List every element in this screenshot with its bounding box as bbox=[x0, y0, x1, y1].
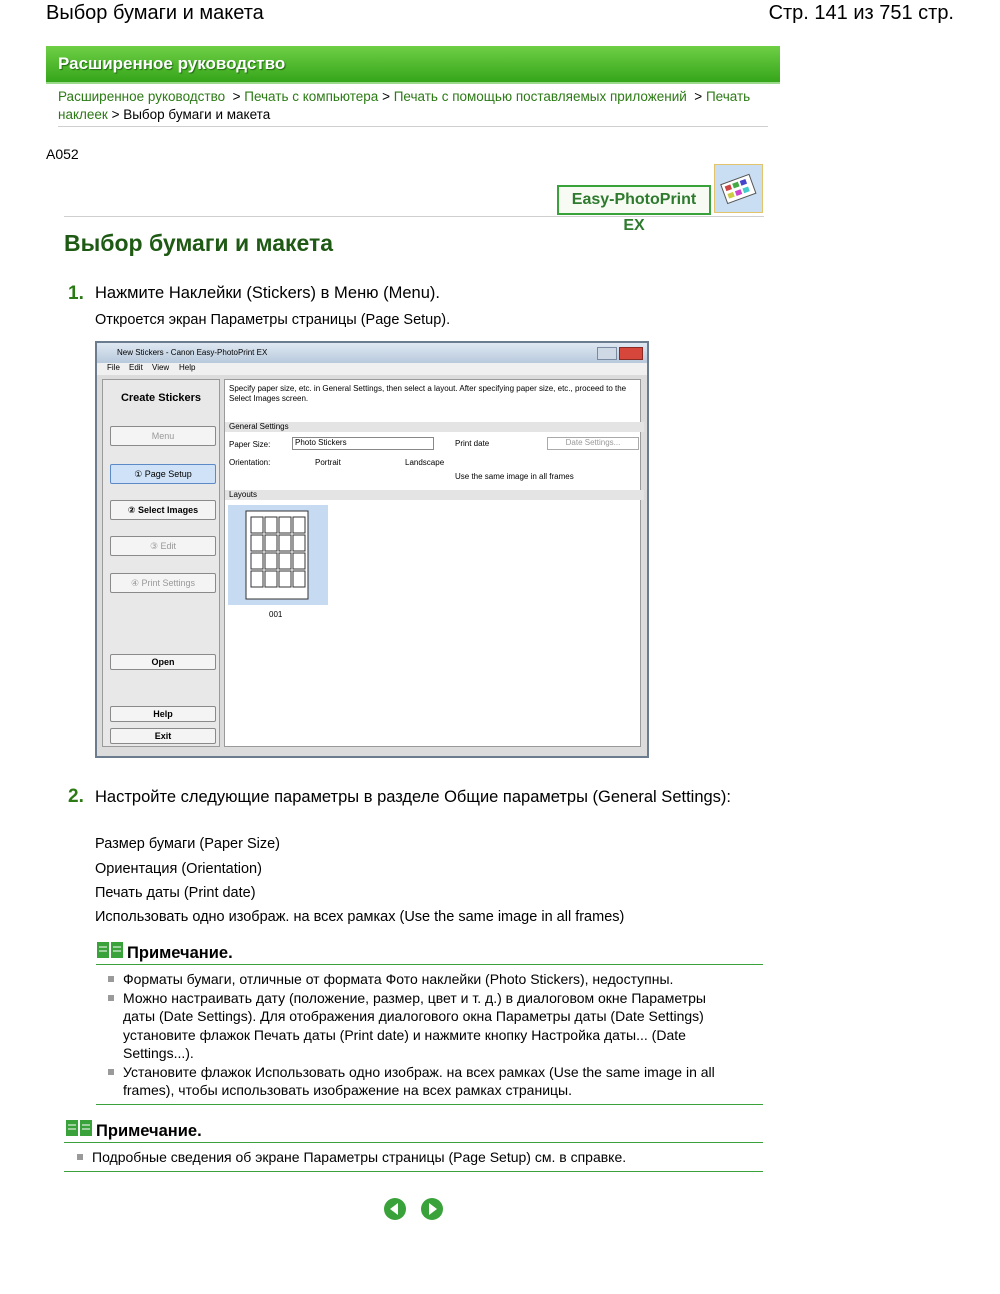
side-print-settings-button: ④ Print Settings bbox=[110, 573, 216, 593]
menu-help: Help bbox=[179, 363, 196, 372]
paper-size-label: Paper Size: bbox=[229, 440, 271, 449]
sticker-sheet-icon bbox=[714, 164, 763, 213]
list-item: Подробные сведения об экране Параметры страницы (Page Setup) см. в справке. bbox=[77, 1148, 757, 1167]
setting-item: Использовать одно изображ. на всех рамках (Use the same image in all frames) bbox=[95, 909, 625, 925]
banner-text: Расширенное руководство bbox=[58, 54, 286, 73]
list-item: Можно настраивать дату (положение, размер, цвет и т. д.) в диалоговом окне Параметры даты (Date Settings). Для отображения диалогового окна Параметры даты (Date Settings) установите флажок Печать даты (Print date) и нажмите кнопку Настройка даты... (Date Settings...). bbox=[108, 989, 738, 1063]
side-select-images-button: ② Select Images bbox=[110, 500, 216, 520]
divider bbox=[64, 216, 764, 217]
list-item: Установите флажок Использовать одно изображ. на всех рамках (Use the same image in all frames), чтобы использовать изображение на всех рамках страницы. bbox=[108, 1063, 738, 1100]
layouts-header: Layouts bbox=[225, 490, 644, 500]
minimize-icon bbox=[597, 347, 617, 360]
breadcrumb-link[interactable]: Печать с помощью поставляемых приложений bbox=[393, 89, 687, 104]
breadcrumb-current: Выбор бумаги и макета bbox=[123, 107, 271, 122]
step-text: Нажмите Наклейки (Stickers) в Меню (Menu). bbox=[95, 284, 440, 302]
step-subtext: Откроется экран Параметры страницы (Page Setup). bbox=[95, 312, 451, 328]
window-title: New Stickers - Canon Easy-PhotoPrint EX bbox=[117, 348, 268, 357]
section-banner bbox=[46, 46, 780, 84]
page-number: Стр. 141 из 751 стр. bbox=[768, 2, 954, 24]
app-screenshot bbox=[95, 341, 649, 758]
breadcrumb-link[interactable]: Печать с компьютера bbox=[244, 89, 379, 104]
side-help-button: Help bbox=[110, 706, 216, 722]
divider bbox=[58, 126, 768, 127]
layout-thumbnail bbox=[228, 505, 328, 605]
bullet-icon bbox=[108, 976, 114, 982]
instructions-text: Specify paper size, etc. in General Settings, then select a layout. After specifying paper size, etc., proceed to the Select Images screen. bbox=[229, 384, 627, 403]
note-book-icon bbox=[96, 940, 124, 965]
divider bbox=[64, 1142, 763, 1143]
portrait-radio: Portrait bbox=[315, 458, 341, 467]
product-badge: Easy-PhotoPrint EX bbox=[557, 185, 711, 215]
setting-item: Печать даты (Print date) bbox=[95, 885, 256, 901]
step-number: 1. bbox=[68, 283, 84, 304]
side-edit-button: ③ Edit bbox=[110, 536, 216, 556]
setting-item: Ориентация (Orientation) bbox=[95, 861, 262, 877]
arrow-left-icon bbox=[384, 1198, 406, 1220]
note-list bbox=[108, 970, 748, 1100]
step-text: Настройте следующие параметры в разделе Общие параметры (General Settings): bbox=[95, 788, 732, 806]
topic-code: A052 bbox=[46, 146, 79, 162]
divider bbox=[64, 1171, 763, 1172]
window-titlebar bbox=[97, 343, 647, 363]
arrow-right-icon bbox=[421, 1198, 443, 1220]
setting-item: Размер бумаги (Paper Size) bbox=[95, 836, 280, 852]
date-settings-button: Date Settings... bbox=[547, 437, 639, 450]
step-number: 2. bbox=[68, 786, 84, 807]
list-item: Форматы бумаги, отличные от формата Фото наклейки (Photo Stickers), недоступны. bbox=[108, 970, 748, 989]
menu-bar bbox=[97, 363, 647, 375]
layout-id: 001 bbox=[269, 610, 283, 619]
general-settings-header: General Settings bbox=[225, 422, 644, 432]
side-menu-button: Menu bbox=[110, 426, 216, 446]
next-page-button[interactable] bbox=[421, 1198, 443, 1220]
menu-view: View bbox=[152, 363, 170, 372]
landscape-radio: Landscape bbox=[405, 458, 445, 467]
same-image-checkbox: Use the same image in all frames bbox=[455, 472, 574, 481]
sidebar-header: Create Stickers bbox=[120, 392, 202, 404]
divider bbox=[96, 1104, 763, 1105]
side-exit-button: Exit bbox=[110, 728, 216, 744]
page-title: Выбор бумаги и макета bbox=[64, 230, 334, 256]
document-title: Выбор бумаги и макета bbox=[46, 2, 264, 24]
side-page-setup-button: ① Page Setup bbox=[110, 464, 216, 484]
bullet-icon bbox=[77, 1154, 83, 1160]
breadcrumb: Расширенное руководство > Печать с компьютера > Печать с помощью поставляемых приложений > Печать наклеек > Выбор бумаги и макета bbox=[58, 89, 751, 122]
menu-file: File bbox=[107, 363, 120, 372]
divider bbox=[96, 964, 763, 965]
breadcrumb-link[interactable]: Расширенное руководство bbox=[58, 89, 226, 104]
print-date-checkbox: Print date bbox=[455, 439, 490, 448]
note-heading: Примечание. bbox=[96, 1122, 202, 1140]
bullet-icon bbox=[108, 1069, 114, 1075]
bullet-icon bbox=[108, 995, 114, 1001]
note-book-icon bbox=[65, 1118, 93, 1143]
menu-edit: Edit bbox=[129, 363, 143, 372]
orientation-label: Orientation: bbox=[229, 458, 271, 467]
paper-size-select: Photo Stickers bbox=[292, 437, 434, 450]
close-icon bbox=[619, 347, 643, 360]
breadcrumb-link[interactable]: Печать наклеек bbox=[58, 89, 751, 122]
prev-page-button[interactable] bbox=[384, 1198, 406, 1220]
app-sidebar bbox=[102, 379, 220, 747]
side-open-button: Open bbox=[110, 654, 216, 670]
app-content bbox=[224, 379, 641, 747]
note-heading: Примечание. bbox=[127, 944, 233, 962]
